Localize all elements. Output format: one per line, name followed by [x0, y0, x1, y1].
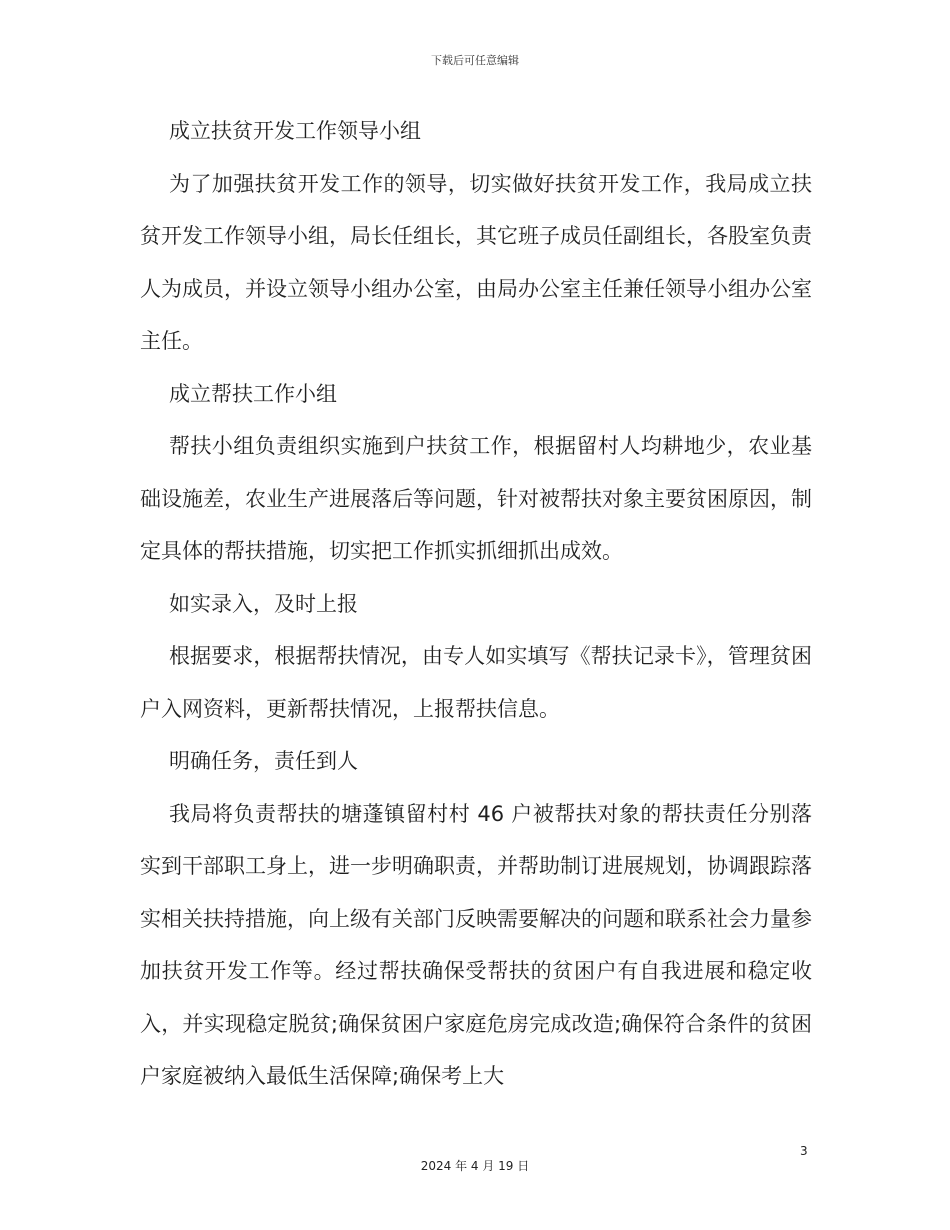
paragraph-reporting: 根据要求，根据帮扶情况，由专人如实填写《帮扶记录卡》，管理贫困户入网资料，更新帮扶情况，上报帮扶信息。: [140, 644, 812, 721]
section-heading-responsibility: 明确任务，责任到人: [169, 749, 358, 773]
section-heading-reporting: 如实录入，及时上报: [169, 591, 358, 616]
section-heading-assistance-group: 成立帮扶工作小组: [169, 381, 337, 406]
paragraph-responsibility: 我局将负责帮扶的塘蓬镇留村村 46 户被帮扶对象的帮扶责任分别落实到干部职工身上，进一步明确职责，并帮助制订进展规划，协调跟踪落实相关扶持措施，向上级有关部门反映需要解决的问题和联系社会力量参加扶贫开发工作等。经过帮扶确保受帮扶的贫困户有自我进展和稳定收入，并实现稳定脱贫;确保贫困户家庭危房完成改造;确保符合条件的贫困户家庭被纳入最低生活保障;确保考上大: [140, 801, 812, 1088]
page-footer-date: 2024 年 4 月 19 日: [420, 1159, 530, 1173]
page-header: 下载后可任意编辑: [431, 54, 519, 67]
document-body: [140, 105, 812, 1103]
paragraph-leadership-group: 为了加强扶贫开发工作的领导，切实做好扶贫开发工作，我局成立扶贫开发工作领导小组，局长任组长，其它班子成员任副组长，各股室负责人为成员，并设立领导小组办公室，由局办公室主任兼任领导小组办公室主任。: [140, 171, 812, 353]
page-number: 3: [800, 1144, 808, 1158]
paragraph-assistance-group: 帮扶小组负责组织实施到户扶贫工作，根据留村人均耕地少，农业基础设施差，农业生产进展落后等问题，针对被帮扶对象主要贫困原因，制定具体的帮扶措施，切实把工作抓实抓细抓出成效。: [140, 434, 812, 563]
section-heading-leadership-group: 成立扶贫开发工作领导小组: [169, 119, 421, 143]
